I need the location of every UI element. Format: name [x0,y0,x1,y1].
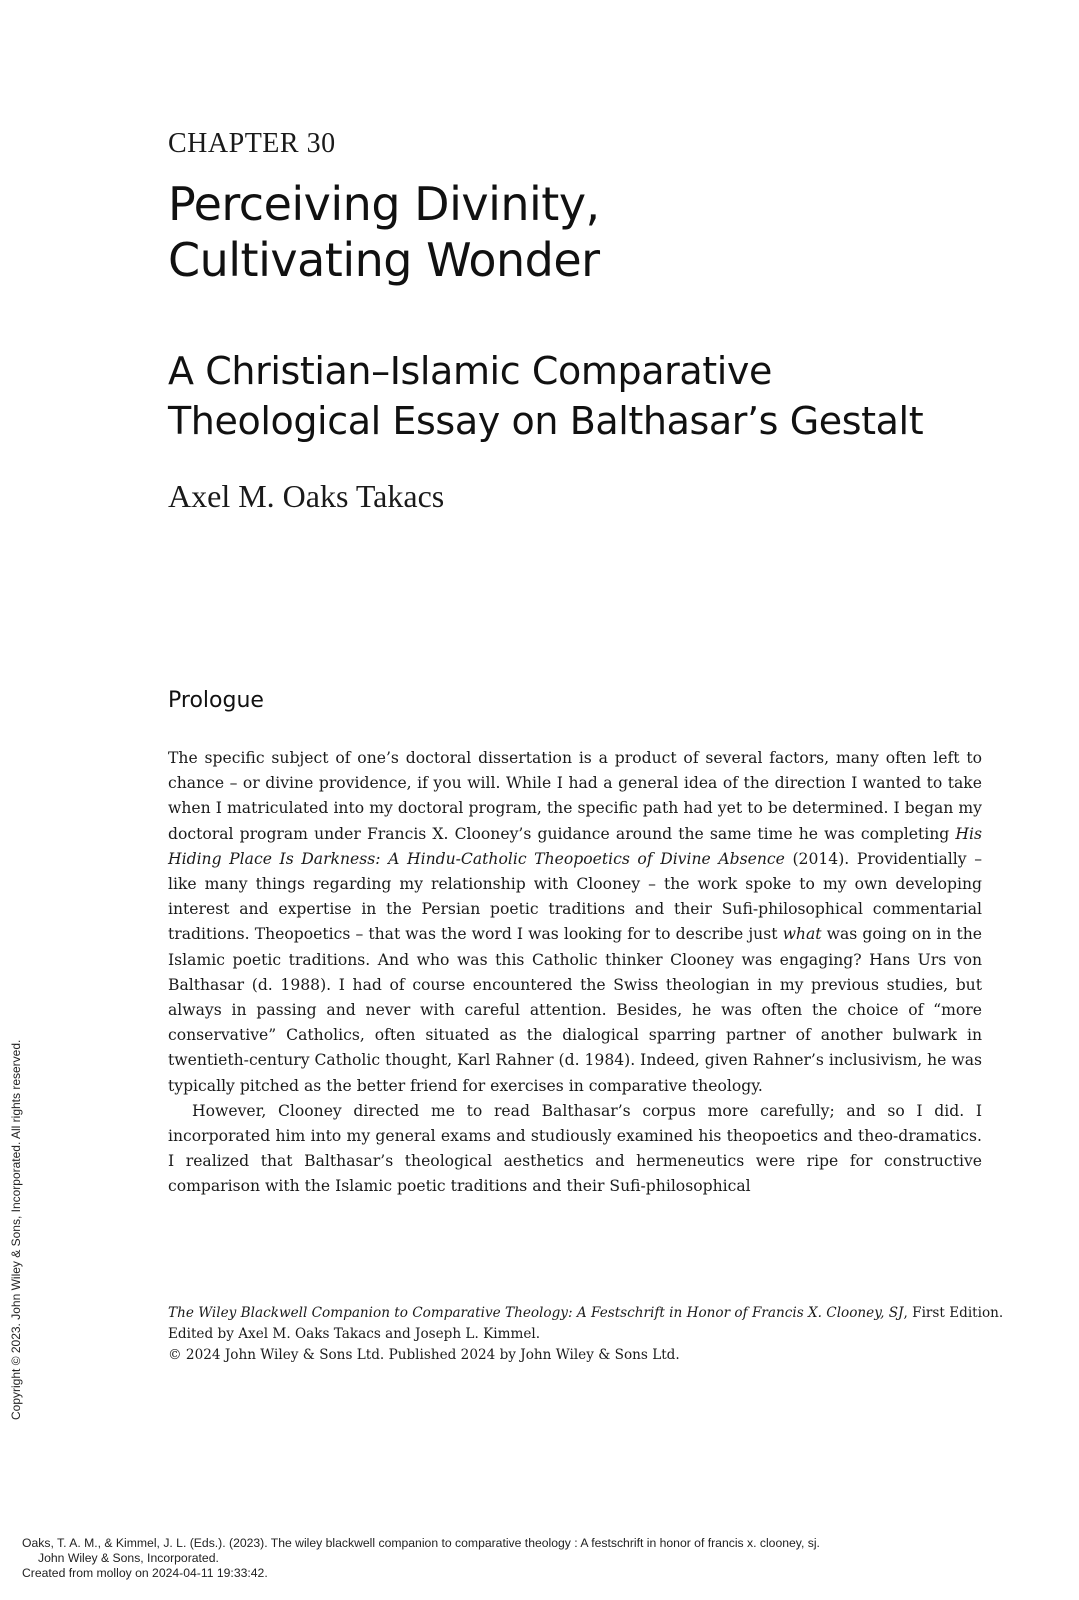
footnote-copyright: © 2024 John Wiley & Sons Ltd. Published 2024 by John Wiley & Sons Ltd. [168,1347,680,1363]
section-heading: Prologue [168,688,264,713]
chapter-title [168,176,600,288]
cited-book-title: His Hiding Place Is Darkness: A Hindu-Catholic Theopoetics of Divine Absence [168,824,982,868]
chapter-title-line-2: Cultivating Wonder [168,233,600,287]
footnote-line-1 [168,1303,1004,1324]
chapter-label: CHAPTER 30 [168,128,336,159]
body-text [168,746,982,1200]
paragraph-1 [168,746,982,1099]
paragraph-2: However, Clooney directed me to read Balthasar’s corpus more carefully; and so I did. I incorporated him into my general exams and studiously examined his theopoetics and theo-dramatics. I realized that Balthasar’s theological aesthetics and hermeneutics were ripe for constructive comparison with the Islamic poetic traditions and their Sufi-philosophical [168,1101,982,1196]
paragraph-1-text-c: was going on in the Islamic poetic traditions. And who was this Catholic thinker Clooney was engaging? Hans Urs von Balthasar (d. 1988). I had of course encountered the Swiss theologian in my previous studies, but always in passing and never with careful attention. Besides, he was often the choice of “more conservative” Catholics, often situated as the dialogical sparring partner of another bulwark in twentieth-century Catholic thought, Karl Rahner (d. 1984). Indeed, given Rahner’s inclusivism, he was typically pitched as the better friend for exercises in comparative theology. [168,925,982,1095]
citation-line-3: Created from molloy on 2024-04-11 19:33:42. [22,1566,268,1580]
emphasis-what: what [782,925,822,944]
side-copyright-notice: Copyright © 2023. John Wiley & Sons, Incorporated. All rights reserved. [9,1039,23,1420]
citation-block [22,1536,820,1581]
footnote-book-title: The Wiley Blackwell Companion to Comparative Theology: A Festschrift in Honor of Francis X. Clooney, SJ [168,1305,904,1321]
publication-footnote [168,1303,1004,1366]
citation-line-2: John Wiley & Sons, Incorporated. [38,1551,219,1565]
paragraph-1-text-a: The specific subject of one’s doctoral dissertation is a product of several factors, many often left to chance – or divine providence, if you will. While I had a general idea of the direction I wanted to take when I matriculated into my doctoral program, the specific path had yet to be determined. I began my doctoral program under Francis X. Clooney’s guidance around the same time he was completing [168,749,982,843]
citation-line-1: Oaks, T. A. M., & Kimmel, J. L. (Eds.). (2023). The wiley blackwell companion to comparative theology : A festschrift in honor of francis x. clooney, sj. [22,1536,820,1550]
chapter-subtitle-line-1: A Christian–Islamic Comparative [168,349,772,393]
footnote-editors: Edited by Axel M. Oaks Takacs and Joseph L. Kimmel. [168,1326,541,1342]
chapter-subtitle [168,346,923,446]
chapter-title-line-1: Perceiving Divinity, [168,177,600,231]
chapter-subtitle-line-2: Theological Essay on Balthasar’s Gestalt [168,399,924,443]
author-name: Axel M. Oaks Takacs [168,478,445,514]
footnote-edition: , First Edition. [903,1305,1004,1321]
paragraph-1-text-b: (2014). Providentially – like many things regarding my relationship with Clooney – the work spoke to my own developing interest and expertise in the Persian poetic traditions and their Sufi-philosophical commentarial traditions. Theopoetics – that was the word I was looking for to describe just [168,849,982,944]
